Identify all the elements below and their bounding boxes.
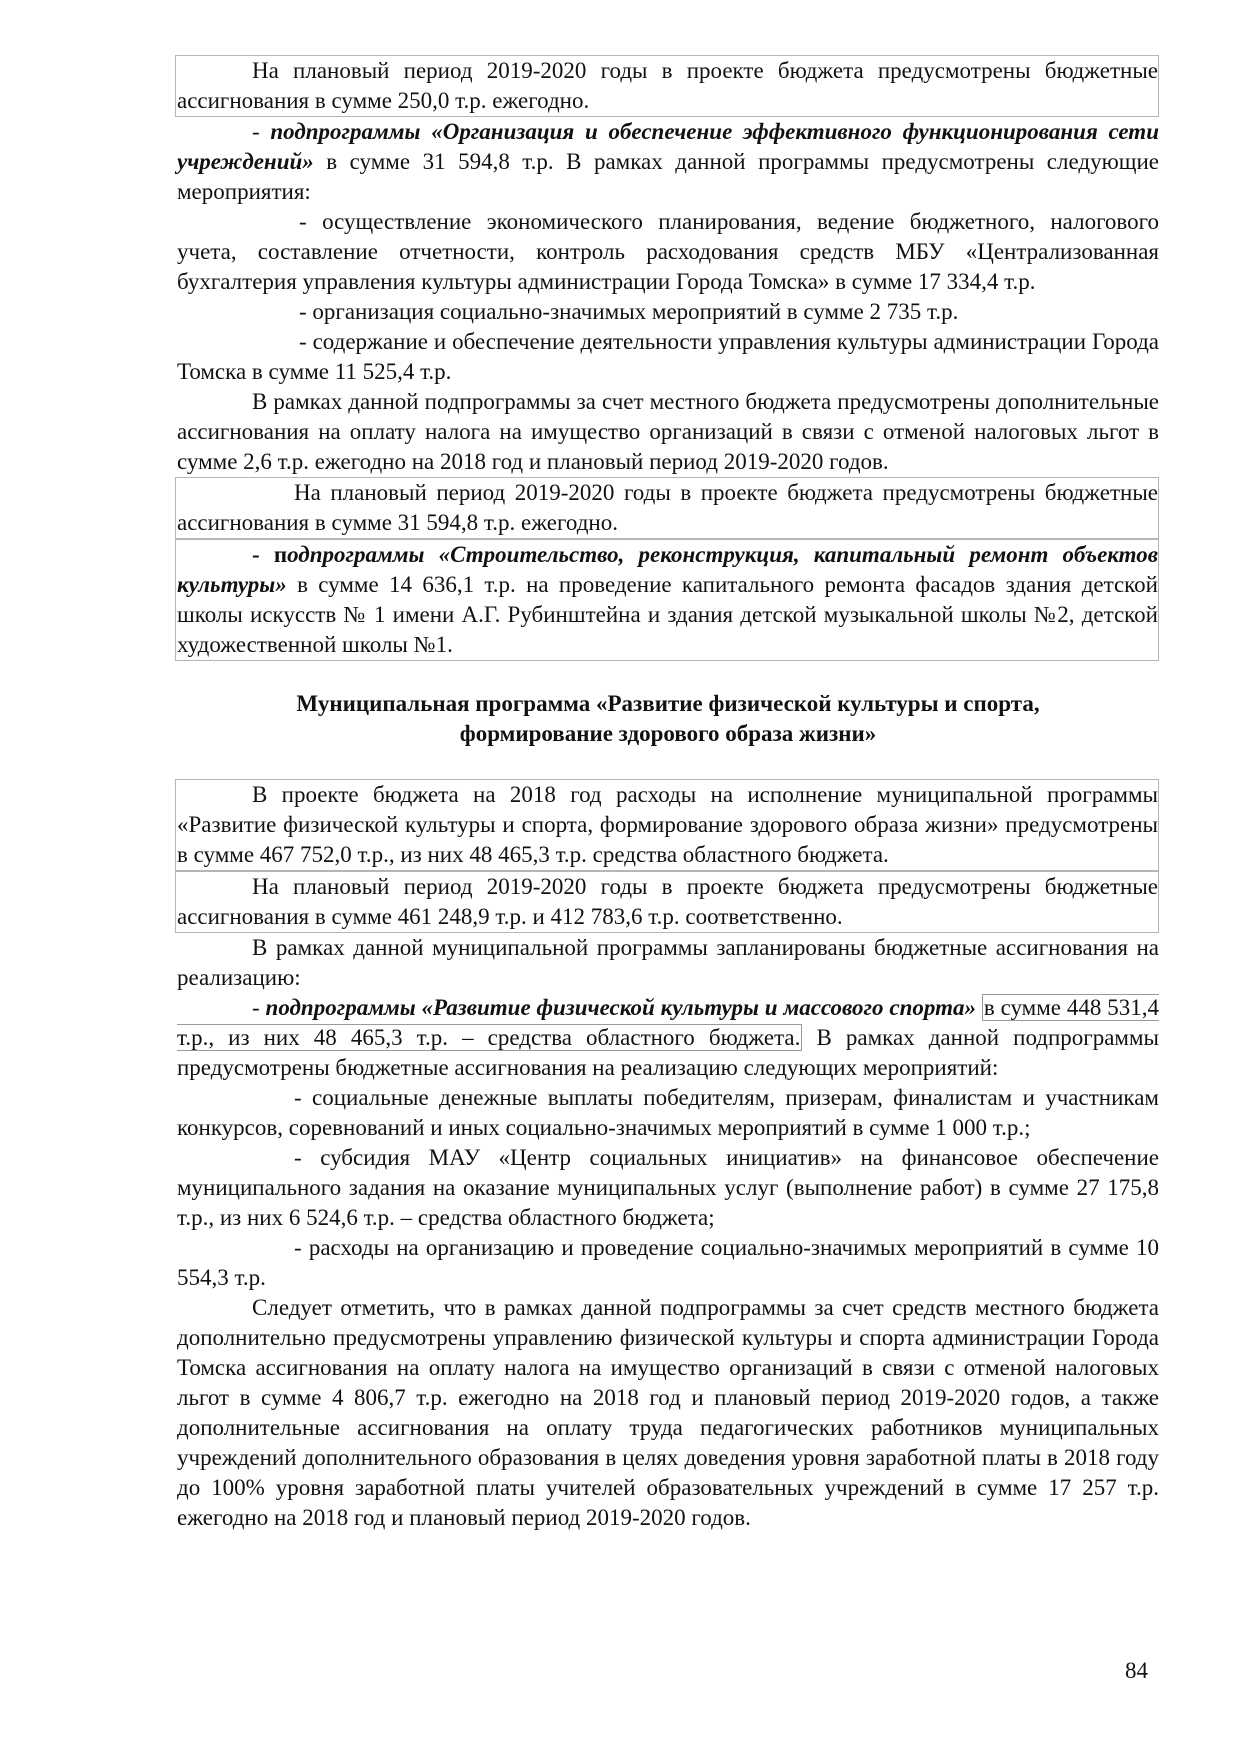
highlighted-amount: в сумме 448 531,4 т.р., из них 48 465,3 т.р. – средства областного бюджета. bbox=[177, 995, 1159, 1050]
paragraph-subprogram-mass-sport bbox=[177, 993, 1159, 1083]
heading-line: Муниципальная программа «Развитие физической культуры и спорта, bbox=[296, 691, 1040, 716]
paragraph-planned-period-250: На плановый период 2019-2020 годы в проекте бюджета предусмотрены бюджетные ассигнования в сумме 250,0 т.р. ежегодно. bbox=[175, 55, 1159, 117]
subprogram-title-mass-sport: подпрограммы «Развитие физической культуры и массового спорта» bbox=[265, 995, 976, 1020]
subprogram-title-construction: одпрограммы «Строительство, реконструкция, капитальный ремонт объектов культуры» bbox=[177, 542, 1158, 597]
paragraph-text: В рамках данной подпрограммы предусмотрены бюджетные ассигнования на реализацию следующих мероприятий: bbox=[177, 1025, 1159, 1080]
dash: - bbox=[252, 995, 266, 1020]
paragraph-note-additional: Следует отметить, что в рамках данной подпрограммы за счет средств местного бюджета дополнительно предусмотрены управлению физической культуры и спорта администрации Города Томска ассигнования на оплату налога на имущество организаций в связи с отменой налоговых льгот в сумме 4 806,7 т.р. ежегодно на 2018 год и плановый период 2019-2020 годов, а также дополнительные ассигнования на оплату труда педагогических работников муниципальных учреждений дополнительного образования в целях доведения уровня заработной платы в 2018 году до 100% уровня заработной платы учителей образовательных учреждений в сумме 17 257 т.р. ежегодно на 2018 год и плановый период 2019-2020 годов. bbox=[177, 1295, 1159, 1530]
dash: - п bbox=[252, 542, 288, 567]
list-item-cash-payments: - социальные денежные выплаты победителям, призерам, финалистам и участникам конкурсов, соревнований и иных социально-значимых мероприятий в сумме 1 000 т.р.; bbox=[177, 1085, 1159, 1140]
list-item-subsidy-mau: - субсидия МАУ «Центр социальных инициатив» на финансовое обеспечение муниципального задания на оказание муниципальных услуг (выполнение работ) в сумме 27 175,8 т.р., из них 6 524,6 т.р. – средства областного бюджета; bbox=[177, 1145, 1159, 1230]
subprogram-title-organization: подпрограммы «Организация и обеспечение эффективного функционирования сети учреждений» bbox=[177, 119, 1159, 174]
paragraph-text: в сумме 14 636,1 т.р. на проведение капитального ремонта фасадов здания детской школы искусств № 1 имени А.Г. Рубинштейна и здания детской музыкальной школы №2, детской художественной школы №1. bbox=[177, 572, 1158, 657]
list-item-economic-planning: - осуществление экономического планирования, ведение бюджетного, налогового учета, составление отчетности, контроль расходования средств МБУ «Централизованная бухгалтерия управления культуры администрации Города Томска» в сумме 17 334,4 т.р. bbox=[177, 209, 1159, 294]
paragraph-text: в сумме 31 594,8 т.р. В рамках данной программы предусмотрены следующие мероприятия: bbox=[177, 149, 1159, 204]
paragraph-planned-period-31594: На плановый период 2019-2020 годы в проекте бюджета предусмотрены бюджетные ассигнования в сумме 31 594,8 т.р. ежегодно. bbox=[175, 477, 1159, 539]
paragraph-sport-program-2018: В проекте бюджета на 2018 год расходы на исполнение муниципальной программы «Развитие физической культуры и спорта, формирование здорового образа жизни» предусмотрены в сумме 467 752,0 т.р., из них 48 465,3 т.р. средства областного бюджета. bbox=[175, 779, 1159, 871]
list-item-social-events: - организация социально-значимых мероприятий в сумме 2 735 т.р. bbox=[299, 299, 959, 324]
page-body bbox=[177, 55, 1159, 1533]
heading-line: формирование здорового образа жизни» bbox=[459, 721, 877, 746]
paragraph-sport-planned-period: На плановый период 2019-2020 годы в проекте бюджета предусмотрены бюджетные ассигнования в сумме 461 248,9 т.р. и 412 783,6 т.р. соответственно. bbox=[175, 871, 1159, 933]
list-item-culture-administration: - содержание и обеспечение деятельности управления культуры администрации Города Томска в сумме 11 525,4 т.р. bbox=[177, 329, 1159, 384]
paragraph-property-tax: В рамках данной подпрограммы за счет местного бюджета предусмотрены дополнительные ассигнования на оплату налога на имущество организаций в связи с отменой налоговых льгот в сумме 2,6 т.р. ежегодно на 2018 год и плановый период 2019-2020 годов. bbox=[177, 389, 1159, 474]
section-heading bbox=[177, 689, 1159, 749]
list-item-events-expenses: - расходы на организацию и проведение социально-значимых мероприятий в сумме 10 554,3 т.р. bbox=[177, 1235, 1159, 1290]
paragraph-subprogram-construction bbox=[175, 539, 1159, 661]
paragraph-sport-assignments: В рамках данной муниципальной программы запланированы бюджетные ассигнования на реализацию: bbox=[177, 935, 1159, 990]
dash: - bbox=[252, 119, 271, 144]
page-number: 84 bbox=[1125, 1658, 1148, 1683]
paragraph-subprogram-organization bbox=[177, 117, 1159, 207]
